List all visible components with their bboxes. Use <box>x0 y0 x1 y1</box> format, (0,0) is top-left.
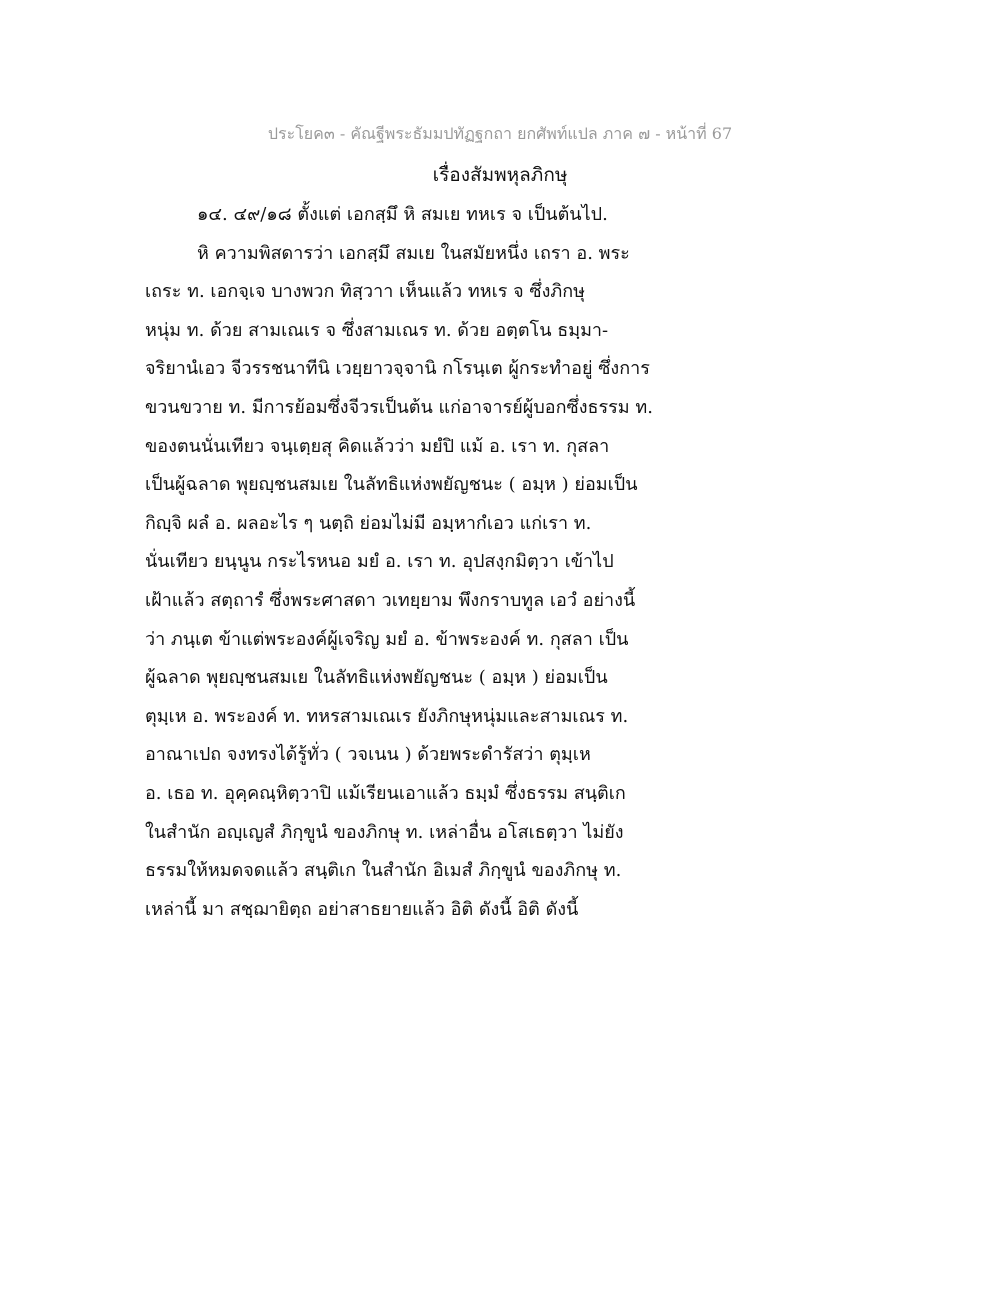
text-line: ๑๔. ๔๙/๑๘ ตั้งแต่ เอกสฺมึ หิ สมเย ทหเร จ เป็นต้นไป. <box>197 204 608 225</box>
running-header: ประโยค๓ - คัณฐีพระธัมมปทัฏฐกถา ยกศัพท์แปล ภาค ๗ - หน้าที่ 67 <box>267 124 733 143</box>
story-title: เรื่องสัมพหุลภิกษุ <box>432 164 568 186</box>
text-line: อาณาเปถ จงทรงได้รู้ทั่ว ( วจเนน ) ด้วยพระดำรัสว่า ตุมฺเห <box>145 744 591 766</box>
text-line: เฝ้าแล้ว สตฺถารํ ซึ่งพระศาสดา วเทยฺยาม พึงกราบทูล เอวํ อย่างนี้ <box>145 589 636 611</box>
text-line: เป็นผู้ฉลาด พุยญฺชนสมเย ในลัทธิแห่งพยัญชนะ ( อมฺห ) ย่อมเป็น <box>145 474 638 496</box>
text-line: เหล่านี้ มา สชฺฌายิตฺถ อย่าสาธยายแล้ว อิติ ดังนี้ อิติ ดังนี้ <box>145 898 579 920</box>
text-line: ในสำนัก อญฺเญสํ ภิกฺขูนํ ของภิกษุ ท. เหล่าอื่น อโสเธตฺวา ไม่ยัง <box>145 821 624 843</box>
text-line: เถระ ท. เอกจฺเจ บางพวก ทิสฺวาา เห็นแล้ว ทหเร จ ซึ่งภิกษุ <box>145 281 586 303</box>
text-line: อ. เธอ ท. อุคฺคณฺหิตฺวาปิ แม้เรียนเอาแล้ว ธมฺมํ ซึ่งธรรม สนฺติเก <box>145 782 626 804</box>
text-line: ธรรมให้หมดจดแล้ว สนฺติเก ในสำนัก อิเมสํ ภิกฺขูนํ ของภิกษุ ท. <box>145 860 622 882</box>
text-line: ขวนขวาย ท. มีการย้อมซึ่งจีวรเป็นต้น แก่อาจารย์ผู้บอกซึ่งธรรม ท. <box>145 396 653 418</box>
text-line: ว่า ภนฺเต ข้าแต่พระองค์ผู้เจริญ มยํ อ. ข้าพระองค์ ท. กุสลา เป็น <box>145 628 629 650</box>
text-line: กิญฺจิ ผลํ อ. ผลอะไร ๆ นตฺถิ ย่อมไม่มี อมฺหากํเอว แก่เรา ท. <box>145 512 592 534</box>
body-text <box>145 196 675 929</box>
text-line: จริยานํเอว จีวรรชนาทีนิ เวยฺยาวจฺจานิ กโรนฺเต ผู้กระทำอยู่ ซึ่งการ <box>145 358 650 380</box>
text-line: ของตนนั่นเทียว จนฺเตฺยสุ คิดแล้วว่า มยํปิ แม้ อ. เรา ท. กุสลา <box>145 435 610 457</box>
text-line: ผู้ฉลาด พุยญฺชนสมเย ในลัทธิแห่งพยัญชนะ ( อมฺห ) ย่อมเป็น <box>145 667 608 689</box>
text-line: ตุมฺเห อ. พระองค์ ท. ทหรสามเณเร ยังภิกษุหนุ่มและสามเณร ท. <box>145 705 629 727</box>
text-line: หิ ความพิสดารว่า เอกสฺมึ สมเย ในสมัยหนึ่ง เถรา อ. พระ <box>197 242 630 264</box>
text-line: หนุ่ม ท. ด้วย สามเณเร จ ซึ่งสามเณร ท. ด้วย อตฺตโน ธมฺมา- <box>145 319 609 341</box>
text-line: นั่นเทียว ยนฺนูน กระไรหนอ มยํ อ. เรา ท. อุปสงฺกมิตฺวา เข้าไป <box>145 551 614 573</box>
